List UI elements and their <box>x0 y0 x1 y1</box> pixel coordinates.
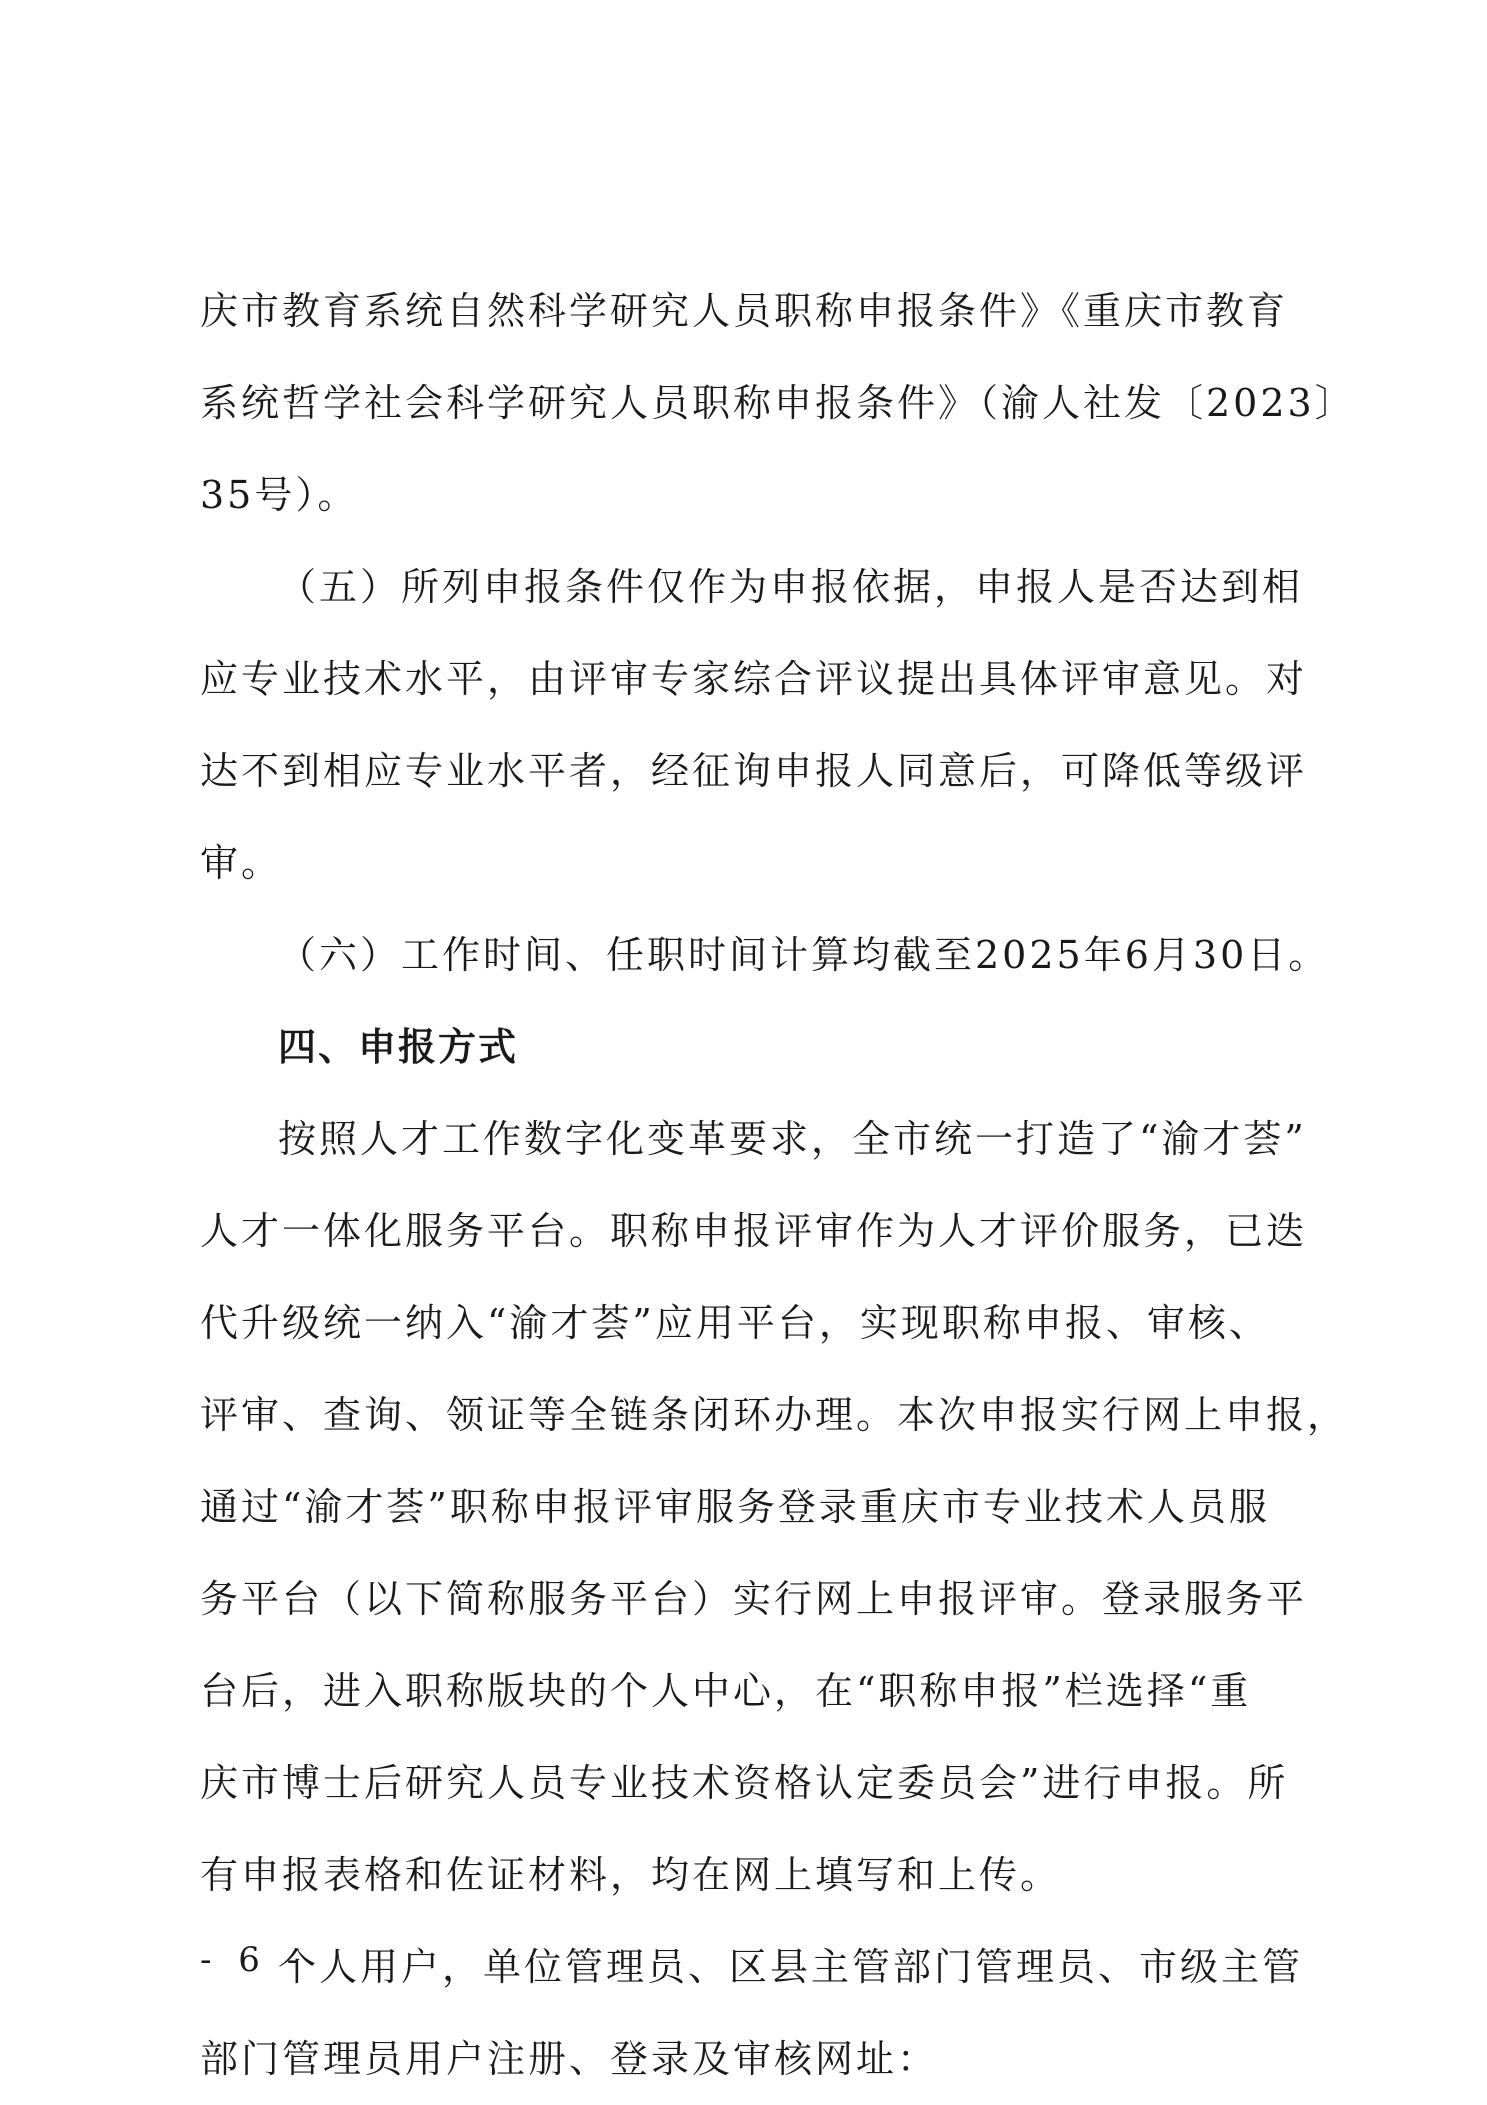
text-line: 应专业技术水平，由评审专家综合评议提出具体评审意见。对 <box>200 657 1308 701</box>
paragraph-start-line: 按照人才工作数字化变革要求，全市统一打造了“渝才荟” <box>278 1117 1307 1161</box>
paragraph-start-line: （五）所列申报条件仅作为申报依据，申报人是否达到相 <box>278 565 1304 609</box>
text-line: 审。 <box>200 841 283 885</box>
section-heading: 四、申报方式 <box>278 1025 519 1069</box>
text-line: 代升级统一纳入“渝才荟”应用平台，实现职称申报、审核、 <box>200 1301 1270 1345</box>
text-line: 有申报表格和佐证材料，均在网上填写和上传。 <box>200 1853 1062 1897</box>
text-line: 系统哲学社会科学研究人员职称申报条件》（渝人社发〔2023〕 <box>200 381 1356 425</box>
text-line: 达不到相应专业水平者，经征询申报人同意后，可降低等级评 <box>200 749 1308 793</box>
text-line: 35号）。 <box>200 473 359 517</box>
text-line: 人才一体化服务平台。职称申报评审作为人才评价服务，已迭 <box>200 1209 1308 1253</box>
text-line: 务平台（以下简称服务平台）实行网上申报评审。登录服务平 <box>200 1577 1308 1621</box>
text-line: 评审、查询、领证等全链条闭环办理。本次申报实行网上申报， <box>200 1393 1349 1437</box>
text-line: 通过“渝才荟”职称申报评审服务登录重庆市专业技术人员服 <box>200 1485 1270 1529</box>
document-body <box>200 265 1356 2105</box>
text-line: 台后，进入职称版块的个人中心，在“职称申报”栏选择“重 <box>200 1669 1252 1713</box>
page-number: - 6 - <box>200 1940 307 1980</box>
paragraph-start-line: （六）工作时间、任职时间计算均截至2025年6月30日。 <box>278 933 1330 977</box>
text-line: 庆市博士后研究人员专业技术资格认定委员会”进行申报。所 <box>200 1761 1289 1805</box>
text-line: 庆市教育系统自然科学研究人员职称申报条件》《重庆市教育 <box>200 289 1289 333</box>
paragraph-start-line: 个人用户，单位管理员、区县主管部门管理员、市级主管 <box>278 1945 1304 1989</box>
text-line: 部门管理员用户注册、登录及审核网址： <box>200 2037 939 2081</box>
